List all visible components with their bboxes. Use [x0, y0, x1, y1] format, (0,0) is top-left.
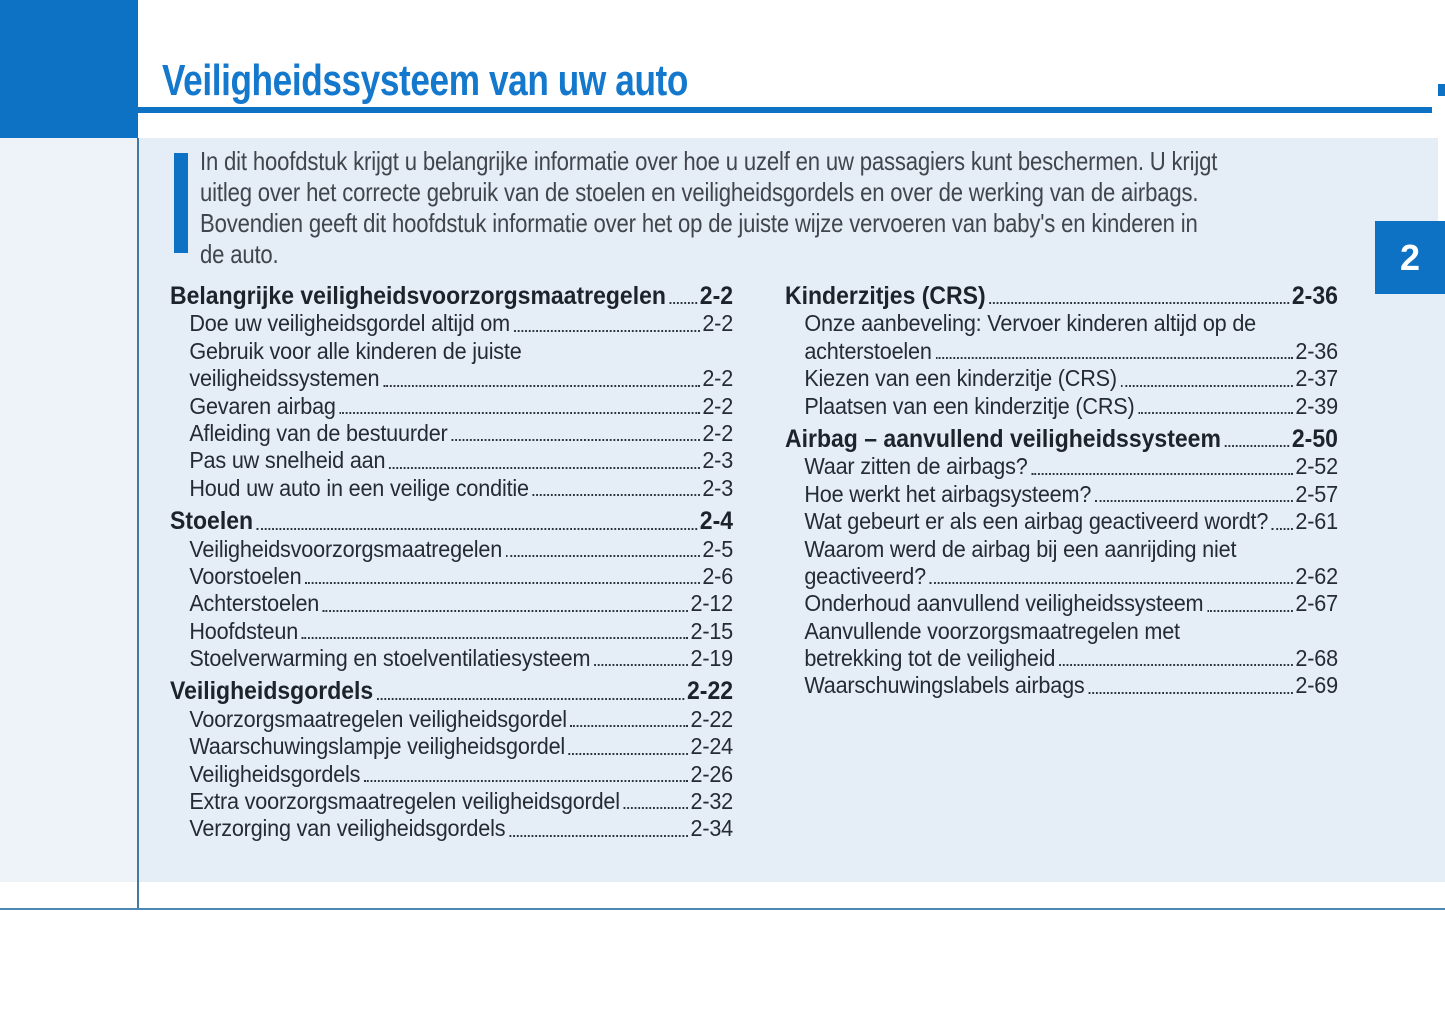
toc-item-row: [170, 310, 733, 337]
toc-label: Stoelverwarming en stoelventilatiesysteem: [189, 645, 591, 672]
toc-page-number: 2-39: [1295, 392, 1338, 419]
intro-line: In dit hoofdstuk krijgt u belangrijke informatie over hoe u uzelf en uw passagiers kunt beschermen. U krijgt: [200, 146, 1218, 176]
toc-item-row: [170, 365, 733, 392]
toc-label: Houd uw auto in een veilige conditie: [189, 474, 529, 501]
toc-leader-dots: [1095, 500, 1293, 502]
toc-label: Waarschuwingslabels airbags: [804, 672, 1085, 699]
toc-section-row: [170, 283, 733, 310]
toc-item-row: [170, 788, 733, 815]
left-margin-strip: [0, 138, 137, 882]
toc-label: Voorstoelen: [189, 562, 302, 589]
toc-label: Afleiding van de bestuurder: [189, 419, 448, 446]
toc-leader-dots: [1225, 445, 1290, 447]
toc-label: betrekking tot de veiligheid: [804, 645, 1056, 672]
toc-item-row: [170, 563, 733, 590]
toc-label: Verzorging van veiligheidsgordels: [189, 815, 506, 842]
toc-page-number: 2-2: [702, 392, 734, 419]
toc-item-row: [785, 338, 1338, 365]
toc-page-number: 2-36: [1295, 337, 1338, 364]
chapter-tab: [1375, 221, 1445, 294]
toc-page-number: 2-2: [702, 310, 734, 337]
toc-item-row: [785, 672, 1338, 699]
toc-page-number: 2-32: [690, 788, 734, 815]
toc-page-number: 2-36: [1291, 281, 1338, 310]
toc-item-row: [170, 447, 733, 474]
toc-leader-dots: [339, 412, 699, 414]
toc-label: Gebruik voor alle kinderen de juiste: [189, 337, 522, 364]
toc-label: Belangrijke veiligheidsvoorzorgsmaatregelen: [170, 281, 666, 310]
toc-item-row: [785, 508, 1338, 535]
title-underline-rule: [138, 107, 1432, 113]
toc-label: Veiligheidsgordels: [189, 760, 361, 787]
toc-page-number: 2-6: [702, 562, 734, 589]
toc-page-number: 2-3: [702, 474, 734, 501]
toc-label: Hoofdsteun: [189, 617, 299, 644]
toc-leader-dots: [569, 753, 688, 755]
toc-leader-dots: [1138, 412, 1292, 414]
toc-leader-dots: [302, 637, 688, 639]
toc-page-number: 2-2: [702, 419, 734, 446]
toc-page-number: 2-19: [690, 645, 734, 672]
toc-leader-dots: [624, 807, 688, 809]
toc-section-row: [785, 426, 1338, 453]
toc-item-row: [785, 481, 1338, 508]
chapter-number: 2: [1399, 236, 1421, 278]
toc-page-number: 2-37: [1295, 365, 1338, 392]
toc-leader-dots: [930, 582, 1293, 584]
toc-leader-dots: [571, 725, 688, 727]
toc-item-row: [785, 365, 1338, 392]
toc-page-number: 2-68: [1295, 645, 1338, 672]
toc-leader-dots: [1207, 610, 1293, 612]
toc-leader-dots: [509, 835, 688, 837]
toc-label: Veiligheidsgordels: [170, 677, 374, 706]
toc-left-column: [170, 283, 733, 843]
toc-item-row: [170, 590, 733, 617]
toc-label: Waar zitten de airbags?: [804, 453, 1028, 480]
toc-label: Waarom werd de airbag bij een aanrijding niet: [804, 535, 1237, 562]
toc-label: Kinderzitjes (CRS): [785, 281, 986, 310]
chapter-title: Veiligheidssysteem van uw auto: [162, 56, 688, 105]
bottom-rule: [0, 908, 1445, 910]
toc-item-row: [170, 338, 733, 365]
toc-item-row: [785, 590, 1338, 617]
toc-leader-dots: [257, 528, 697, 530]
toc-leader-dots: [670, 302, 697, 304]
toc-item-row: [785, 563, 1338, 590]
toc-label: Waarschuwingslampje veiligheidsgordel: [189, 733, 566, 760]
toc-label: Achterstoelen: [189, 590, 320, 617]
chapter-corner-block: [0, 0, 138, 138]
toc-item-row: [785, 453, 1338, 480]
toc-label: Hoe werkt het airbagsysteem?: [804, 480, 1092, 507]
toc-label: Aanvullende voorzorgsmaatregelen met: [804, 617, 1180, 644]
toc-leader-dots: [506, 555, 700, 557]
toc-page-number: 2-57: [1295, 480, 1338, 507]
toc-item-row: [785, 618, 1338, 645]
intro-line: de auto.: [200, 239, 279, 269]
toc-leader-dots: [383, 385, 700, 387]
toc-label: Onze aanbeveling: Vervoer kinderen altijd op de: [804, 310, 1257, 337]
toc-leader-dots: [323, 610, 688, 612]
toc-label: Stoelen: [170, 507, 254, 536]
toc-item-row: [785, 393, 1338, 420]
toc-section-row: [170, 508, 733, 535]
toc-label: Kiezen van een kinderzitje (CRS): [804, 365, 1117, 392]
toc-page-number: 2-22: [686, 677, 734, 706]
toc-label: geactiveerd?: [804, 562, 926, 589]
toc-section-row: [785, 283, 1338, 310]
toc-leader-dots: [514, 330, 700, 332]
toc-leader-dots: [305, 582, 699, 584]
toc-page-number: 2-62: [1295, 562, 1338, 589]
toc-right-column: [785, 283, 1338, 700]
toc-label: Extra voorzorgsmaatregelen veiligheidsgordel: [189, 788, 620, 815]
toc-label: Pas uw snelheid aan: [189, 447, 386, 474]
toc-label: Doe uw veiligheidsgordel altijd om: [189, 310, 510, 337]
toc-leader-dots: [1121, 385, 1293, 387]
toc-label: Voorzorgsmaatregelen veiligheidsgordel: [189, 705, 567, 732]
panel-corner-notch: [1438, 138, 1445, 221]
toc-label: Airbag – aanvullend veiligheidssysteem: [785, 424, 1221, 453]
toc-item-row: [170, 815, 733, 842]
toc-page-number: 2-2: [702, 365, 734, 392]
toc-label: Gevaren airbag: [189, 392, 336, 419]
intro-line: Bovendien geeft dit hoofdstuk informatie over het op de juiste wijze vervoeren van baby's en kinderen in: [200, 208, 1198, 238]
toc-page-number: 2-5: [702, 535, 734, 562]
toc-item-row: [170, 733, 733, 760]
toc-item-row: [170, 536, 733, 563]
toc-leader-dots: [533, 494, 700, 496]
toc-item-row: [170, 420, 733, 447]
toc-page-number: 2-22: [690, 705, 734, 732]
toc-item-row: [785, 310, 1338, 337]
toc-page-number: 2-3: [702, 447, 734, 474]
toc-label: Onderhoud aanvullend veiligheidssysteem: [804, 590, 1204, 617]
toc-item-row: [170, 761, 733, 788]
toc-page-number: 2-12: [690, 590, 734, 617]
toc-label: achterstoelen: [804, 337, 932, 364]
toc-item-row: [170, 706, 733, 733]
toc-leader-dots: [389, 467, 700, 469]
toc-item-row: [785, 536, 1338, 563]
toc-page-number: 2-34: [690, 815, 734, 842]
toc-page-number: 2-52: [1295, 453, 1338, 480]
toc-page-number: 2-69: [1295, 672, 1338, 699]
toc-item-row: [170, 618, 733, 645]
toc-leader-dots: [989, 302, 1289, 304]
toc-page-number: 2-2: [699, 281, 734, 310]
toc-page-number: 2-26: [690, 760, 734, 787]
toc-page-number: 2-15: [690, 617, 734, 644]
toc-page-number: 2-4: [699, 507, 734, 536]
intro-paragraph: [200, 146, 1340, 270]
toc-label: Veiligheidsvoorzorgsmaatregelen: [189, 535, 503, 562]
toc-item-row: [170, 645, 733, 672]
toc-leader-dots: [594, 664, 688, 666]
toc-leader-dots: [1059, 664, 1293, 666]
toc-item-row: [170, 393, 733, 420]
toc-section-row: [170, 678, 733, 705]
page-edge-marker: [1438, 84, 1445, 96]
toc-leader-dots: [364, 780, 688, 782]
intro-accent-bar: [174, 153, 188, 253]
toc-leader-dots: [935, 357, 1292, 359]
toc-leader-dots: [1088, 692, 1292, 694]
toc-leader-dots: [1031, 473, 1292, 475]
toc-leader-dots: [1272, 528, 1293, 530]
toc-page-number: 2-24: [690, 733, 734, 760]
toc-item-row: [170, 475, 733, 502]
column-divider-line: [137, 138, 139, 908]
toc-label: Plaatsen van een kinderzitje (CRS): [804, 392, 1135, 419]
toc-leader-dots: [377, 698, 684, 700]
toc-page-number: 2-67: [1295, 590, 1338, 617]
toc-leader-dots: [451, 439, 699, 441]
intro-line: uitleg over het correcte gebruik van de stoelen en veiligheidsgordels en over de werking van de airbags.: [200, 177, 1199, 207]
toc-page-number: 2-61: [1295, 508, 1338, 535]
toc-label: Wat gebeurt er als een airbag geactiveerd wordt?: [804, 508, 1269, 535]
toc-item-row: [785, 645, 1338, 672]
toc-page-number: 2-50: [1291, 424, 1338, 453]
toc-label: veiligheidssystemen: [189, 365, 380, 392]
